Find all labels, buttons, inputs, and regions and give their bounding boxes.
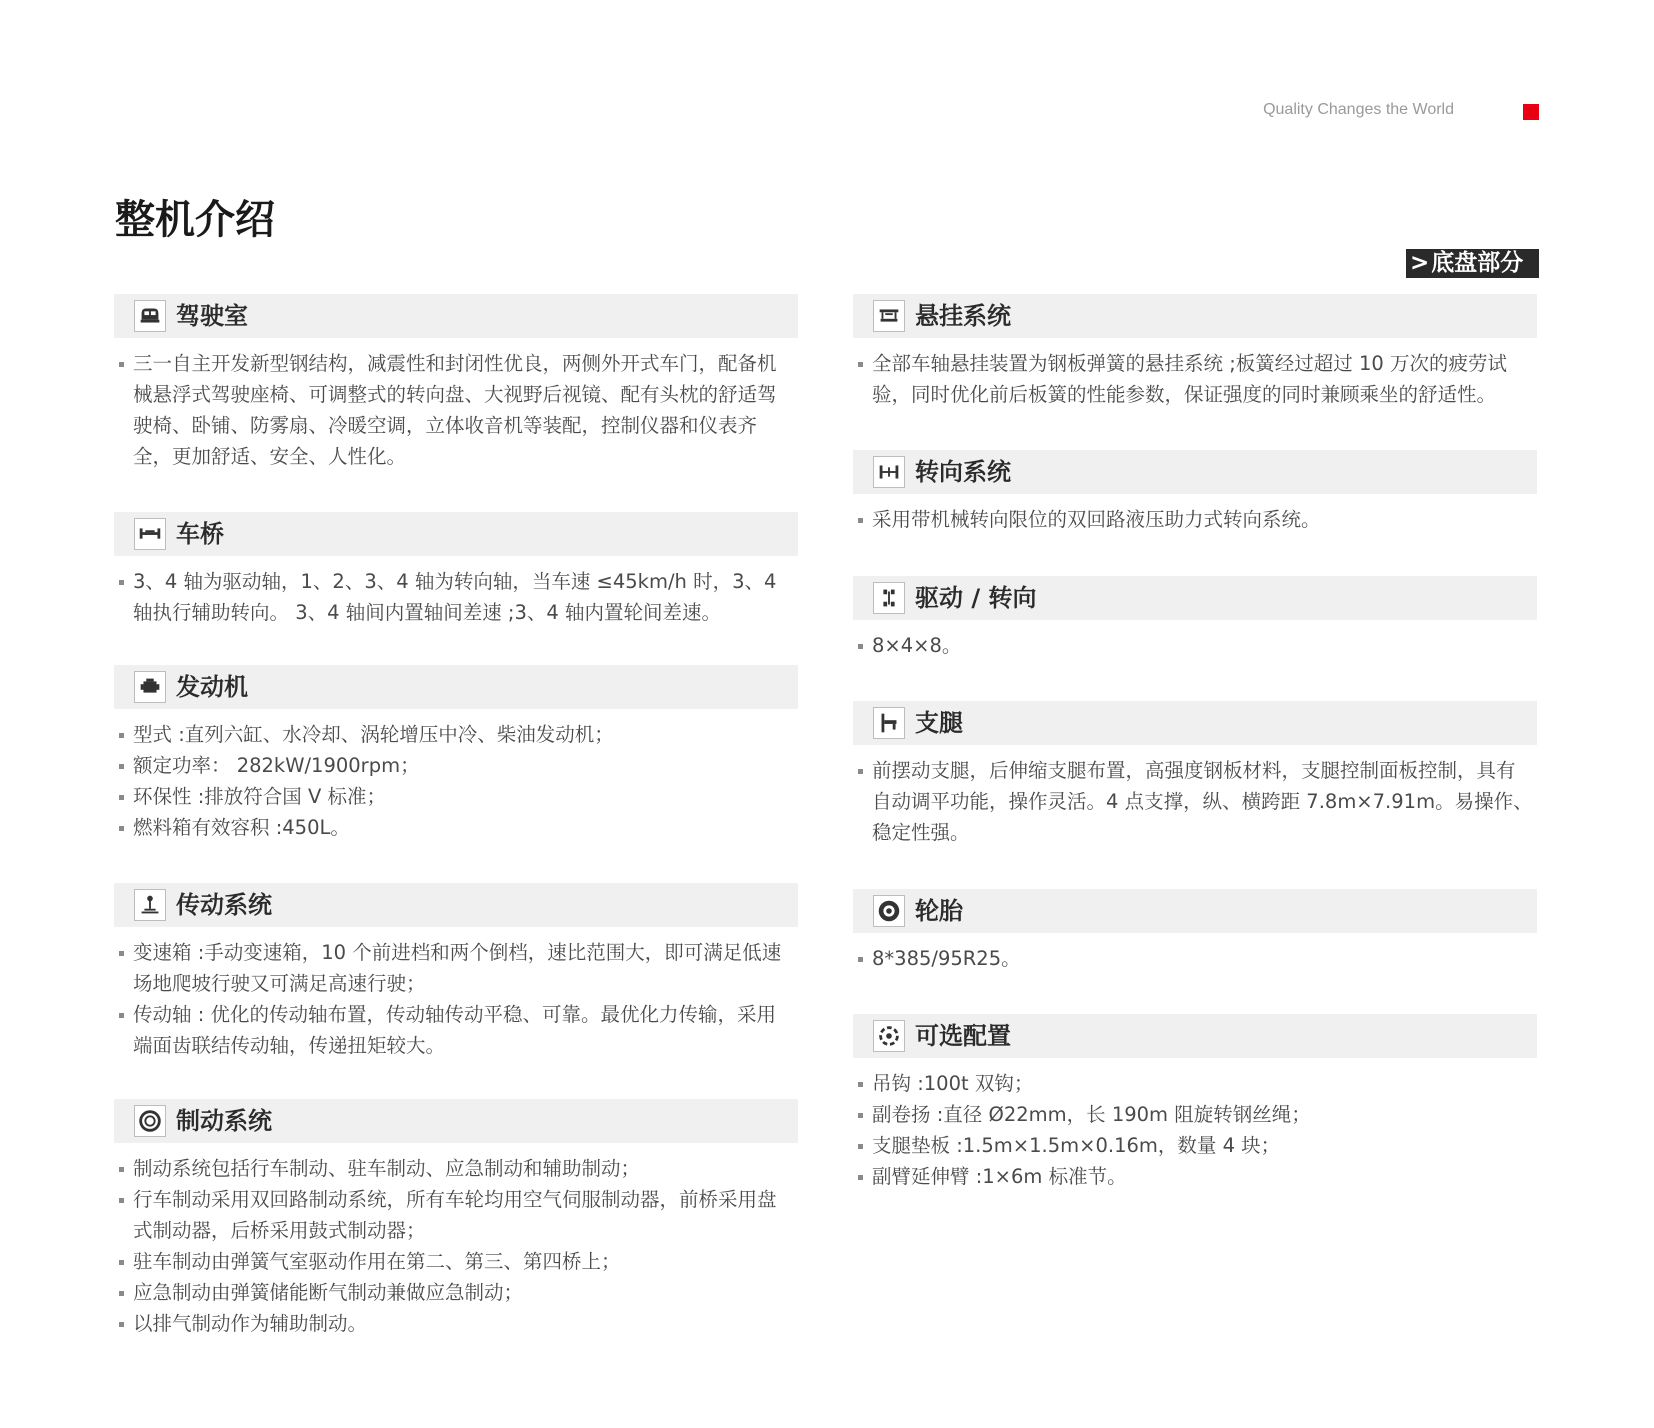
section-body <box>853 745 1537 848</box>
bullet-item: 8*385/95R25。 <box>858 943 1533 974</box>
gear-shift-icon <box>134 889 166 921</box>
chassis-badge <box>1406 249 1539 278</box>
accent-square <box>1523 104 1539 120</box>
section-title: 悬挂系统 <box>915 302 1011 330</box>
section-title: 制动系统 <box>176 1107 272 1135</box>
section-title: 驾驶室 <box>176 302 248 330</box>
bullet-item: 支腿垫板 :1.5m×1.5m×0.16m，数量 4 块； <box>858 1130 1533 1161</box>
section-body <box>853 494 1537 535</box>
brake-disc-icon <box>134 1105 166 1137</box>
bullet-item: 采用带机械转向限位的双回路液压助力式转向系统。 <box>858 504 1533 535</box>
section-body <box>853 620 1537 661</box>
section-header <box>853 701 1537 745</box>
engine-icon <box>134 671 166 703</box>
bullet-item: 应急制动由弹簧储能断气制动兼做应急制动； <box>119 1277 794 1308</box>
axle-icon <box>134 518 166 550</box>
section-body <box>853 338 1537 410</box>
bullet-item: 额定功率： 282kW/1900rpm； <box>119 750 794 781</box>
section-cab <box>114 294 798 472</box>
bullet-item: 3、4 轴为驱动轴，1、2、3、4 轴为转向轴，当车速 ≤45km/h 时，3、4 轴执行辅助转向。 3、4 轴间内置轴间差速 ;3、4 轴内置轮间差速。 <box>119 566 794 628</box>
section-brake-disc <box>114 1099 798 1339</box>
bullet-item: 环保性 :排放符合国 V 标准； <box>119 781 794 812</box>
section-header <box>114 512 798 556</box>
section-header <box>853 1014 1537 1058</box>
section-tire <box>853 889 1537 974</box>
page-title: 整机介绍 <box>115 197 275 243</box>
outrigger-icon <box>873 707 905 739</box>
bullet-item: 副臂延伸臂 :1×6m 标准节。 <box>858 1161 1533 1192</box>
right-column <box>853 294 1537 1192</box>
section-body <box>114 338 798 472</box>
tagline: Quality Changes the World <box>1263 101 1454 118</box>
section-engine <box>114 665 798 843</box>
section-header <box>853 294 1537 338</box>
section-header <box>853 576 1537 620</box>
section-body <box>114 1143 798 1339</box>
drive-steer-icon <box>873 582 905 614</box>
section-body <box>853 1058 1537 1192</box>
section-title: 传动系统 <box>176 891 272 919</box>
tire-icon <box>873 895 905 927</box>
bullet-item: 传动轴 : 优化的传动轴布置，传动轴传动平稳、可靠。最优化力传输，采用端面齿联结传动轴，传递扭矩较大。 <box>119 999 794 1061</box>
section-options <box>853 1014 1537 1192</box>
section-title: 支腿 <box>915 709 963 737</box>
section-title: 驱动 / 转向 <box>915 584 1037 612</box>
bullet-item: 行车制动采用双回路制动系统，所有车轮均用空气伺服制动器，前桥采用盘式制动器，后桥采用鼓式制动器； <box>119 1184 794 1246</box>
cab-icon <box>134 300 166 332</box>
section-title: 可选配置 <box>915 1022 1011 1050</box>
bullet-item: 燃料箱有效容积 :450L。 <box>119 812 794 843</box>
section-body <box>114 709 798 843</box>
section-header <box>853 450 1537 494</box>
section-axle <box>114 512 798 628</box>
section-header <box>114 1099 798 1143</box>
section-body <box>853 933 1537 974</box>
section-suspension <box>853 294 1537 410</box>
bullet-item: 三一自主开发新型钢结构，减震性和封闭性优良，两侧外开式车门，配备机械悬浮式驾驶座椅、可调整式的转向盘、大视野后视镜、配有头枕的舒适驾驶椅、卧铺、防雾扇、冷暖空调，立体收音机等装配，控制仪器和仪表齐全，更加舒适、安全、人性化。 <box>119 348 794 472</box>
options-icon <box>873 1020 905 1052</box>
section-header <box>114 294 798 338</box>
section-header <box>853 889 1537 933</box>
section-body <box>114 927 798 1061</box>
bullet-item: 8×4×8。 <box>858 630 1533 661</box>
section-body <box>114 556 798 628</box>
left-column <box>114 294 798 1339</box>
section-title: 转向系统 <box>915 458 1011 486</box>
section-steering <box>853 450 1537 535</box>
badge-arrow: > <box>1410 250 1430 276</box>
section-title: 发动机 <box>176 673 248 701</box>
bullet-item: 变速箱 :手动变速箱，10 个前进档和两个倒档，速比范围大，即可满足低速场地爬坡行驶又可满足高速行驶； <box>119 937 794 999</box>
steering-icon <box>873 456 905 488</box>
bullet-item: 制动系统包括行车制动、驻车制动、应急制动和辅助制动； <box>119 1153 794 1184</box>
suspension-icon <box>873 300 905 332</box>
bullet-item: 副卷扬 :直径 Ø22mm，长 190m 阻旋转钢丝绳； <box>858 1099 1533 1130</box>
bullet-item: 全部车轴悬挂装置为钢板弹簧的悬挂系统 ;板簧经过超过 10 万次的疲劳试验，同时优化前后板簧的性能参数，保证强度的同时兼顾乘坐的舒适性。 <box>858 348 1533 410</box>
bullet-item: 吊钩 :100t 双钩； <box>858 1068 1533 1099</box>
bullet-item: 型式 :直列六缸、水冷却、涡轮增压中冷、柴油发动机； <box>119 719 794 750</box>
section-title: 车桥 <box>176 520 224 548</box>
section-title: 轮胎 <box>915 897 963 925</box>
section-gear-shift <box>114 883 798 1061</box>
bullet-item: 前摆动支腿，后伸缩支腿布置，高强度钢板材料，支腿控制面板控制，具有自动调平功能，操作灵活。4 点支撑，纵、横跨距 7.8m×7.91m。易操作、稳定性强。 <box>858 755 1533 848</box>
section-outrigger <box>853 701 1537 848</box>
badge-label: 底盘部分 <box>1431 250 1524 276</box>
bullet-item: 驻车制动由弹簧气室驱动作用在第二、第三、第四桥上； <box>119 1246 794 1277</box>
section-header <box>114 883 798 927</box>
bullet-item: 以排气制动作为辅助制动。 <box>119 1308 794 1339</box>
section-drive-steer <box>853 576 1537 661</box>
section-header <box>114 665 798 709</box>
